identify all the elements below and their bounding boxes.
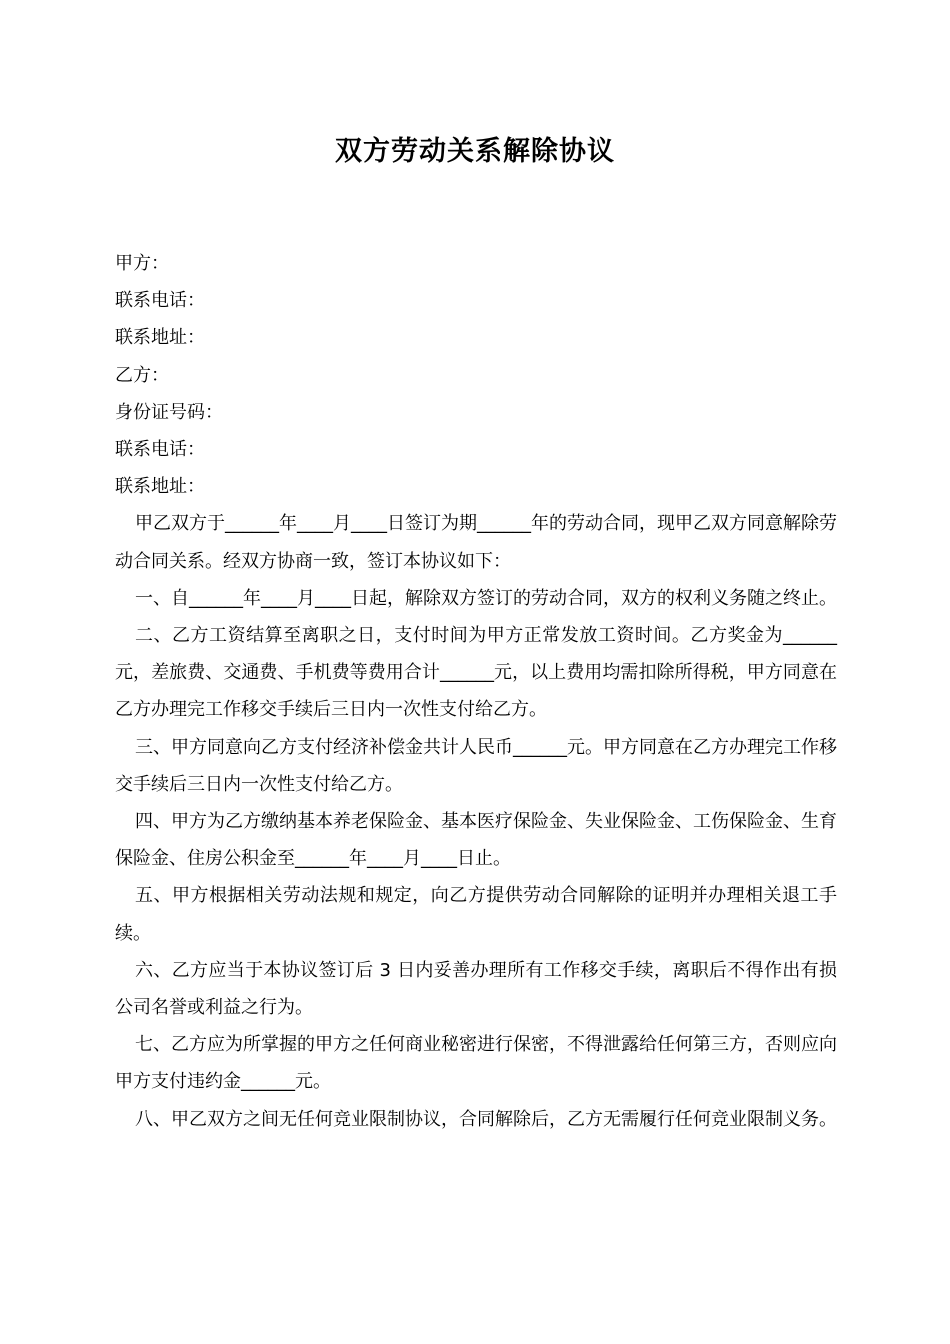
party-b-phone-field: 联系电话： [115, 439, 205, 461]
clause-5: 五、甲方根据相关劳动法规和规定，向乙方提供劳动合同解除的证明并办理相关退工手续。 [115, 885, 837, 944]
party-b-field: 乙方： [115, 364, 169, 386]
intro-paragraph: 甲乙双方于______年____月____日签订为期______年的劳动合同，现甲乙双方同意解除劳动合同关系。经双方协商一致，签订本协议如下： [115, 513, 837, 572]
clause-6: 六、乙方应当于本协议签订后 3 日内妥善办理所有工作移交手续，离职后不得作出有损公司名誉或利益之行为。 [115, 959, 837, 1019]
clause-8: 八、甲乙双方之间无任何竞业限制协议，合同解除后，乙方无需履行任何竞业限制义务。 [135, 1108, 837, 1130]
clause-2: 二、乙方工资结算至离职之日，支付时间为甲方正常发放工资时间。乙方奖金为______元，差旅费、交通费、手机费等费用合计______元，以上费用均需扣除所得税，甲方同意在乙方办理完工作移交手续后三日内一次性支付给乙方。 [115, 625, 837, 721]
party-b-id-number-field: 身份证号码： [115, 401, 223, 423]
party-a-field: 甲方： [115, 253, 169, 274]
clause-7: 七、乙方应为所掌握的甲方之任何商业秘密进行保密，不得泄露给任何第三方，否则应向甲方支付违约金______元。 [115, 1034, 837, 1093]
clause-1: 一、自______年____月____日起，解除双方签订的劳动合同，双方的权利义务随之终止。 [135, 587, 837, 609]
document-body [115, 245, 837, 1138]
clause-4: 四、甲方为乙方缴纳基本养老保险金、基本医疗保险金、失业保险金、工伤保险金、生育保险金、住房公积金至______年____月____日止。 [115, 811, 837, 870]
party-a-address-field: 联系地址： [115, 327, 205, 349]
document-title: 双方劳动关系解除协议 [335, 136, 615, 167]
clause-3: 三、甲方同意向乙方支付经济补偿金共计人民币______元。甲方同意在乙方办理完工作移交手续后三日内一次性支付给乙方。 [115, 736, 837, 795]
party-a-phone-field: 联系电话： [115, 290, 205, 312]
party-b-address-field: 联系地址： [115, 476, 205, 498]
